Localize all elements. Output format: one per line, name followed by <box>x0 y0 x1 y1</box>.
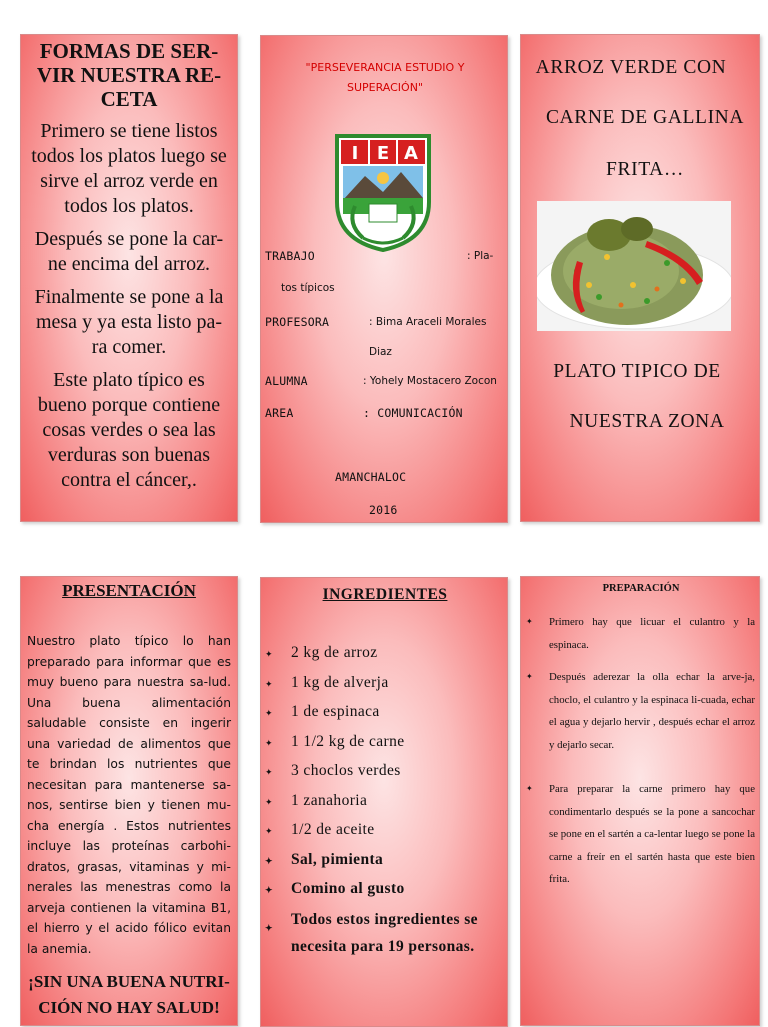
panel-preparacion <box>520 576 760 1026</box>
bullet-icon: ✦ <box>265 767 273 777</box>
bullet-icon: ✦ <box>265 708 273 718</box>
bullet-icon: ✦ <box>265 796 273 807</box>
motto-line-2: SUPERACIÓN" <box>346 81 424 94</box>
motto-line-1: "PERSEVERANCIA ESTUDIO Y <box>305 61 465 74</box>
list-item: ✦ 1 kg de alverja <box>265 673 389 691</box>
crest-letter-i: I <box>351 143 359 164</box>
crest-letter-e: E <box>376 143 390 164</box>
preparation-steps <box>521 611 760 901</box>
ingredient-list <box>261 644 508 960</box>
formas-paragraph-3: Finalmente se pone a la mesa y ya esta listo pa-ra comer. <box>34 286 224 358</box>
alumna-value: : Yohely Mostacero Zocon <box>363 375 497 387</box>
trabajo-label: TRABAJO <box>265 249 315 263</box>
list-item: ✦ 1/2 de aceite <box>265 821 375 838</box>
bullet-icon: ✦ <box>526 672 533 681</box>
list-item: ✦ 1 de espinaca <box>265 703 380 720</box>
list-item: ✦ 2 kg de arroz <box>265 644 378 661</box>
area-label: AREA <box>265 406 294 420</box>
bullet-icon: ✦ <box>265 737 273 748</box>
formas-paragraph-1: Primero se tiene listos todos los platos luego se sirve el arroz verde en todos los platos. <box>31 120 227 217</box>
bullet-icon: ✦ <box>265 826 273 836</box>
presentacion-footer: ¡SIN UNA BUENA NUTRI-CIÓN NO HAY SALUD! <box>28 972 230 1017</box>
formas-paragraph-4: Este plato típico es bueno porque contiene cosas verdes o sea las verduras son buenas contra el cáncer,. <box>37 369 221 491</box>
ingredientes-title: INGREDIENTES <box>322 586 448 603</box>
presentacion-title: PRESENTACIÓN <box>62 581 196 600</box>
bullet-icon: ✦ <box>526 784 533 793</box>
panel-presentacion <box>20 576 238 1026</box>
bullet-icon: ✦ <box>265 885 273 895</box>
list-item: ✦ Todos estos ingredientes se necesita para 19 personas. <box>265 910 478 955</box>
list-item: ✦ 1 1/2 kg de carne <box>265 732 405 750</box>
title-line-2: CARNE DE GALLINA <box>545 107 745 128</box>
alumna-label: ALUMNA <box>265 374 308 388</box>
list-item: ✦ Sal, pimienta <box>265 850 384 868</box>
preparacion-title: PREPARACIÓN <box>602 583 680 594</box>
trabajo-value-continued: tos típicos <box>281 282 335 294</box>
profesora-value: : Bima Araceli Morales <box>369 316 487 328</box>
school-crest-logo <box>333 132 433 252</box>
list-item: ✦ 3 choclos verdes <box>265 762 401 779</box>
profesora-value-continued: Diaz <box>369 346 392 358</box>
title-line-4: PLATO TIPICO DE <box>553 361 721 382</box>
list-item: ✦ Después aderezar la olla echar la arve-ja, choclo, el culantro y la espinaca li-cuada, echar el agua y dejarlo hervir , después echar el arroz y dejarlo secar. <box>521 666 760 756</box>
profesora-label: PROFESORA <box>265 315 330 329</box>
panel-title <box>520 34 760 522</box>
title-line-3: FRITA… <box>606 159 684 180</box>
crest-letter-a: A <box>404 143 418 164</box>
bullet-icon: ✦ <box>265 649 273 659</box>
title-line-5: NUESTRA ZONA <box>569 411 725 432</box>
panel-ingredientes <box>260 577 508 1027</box>
year: 2016 <box>369 503 398 517</box>
bullet-icon: ✦ <box>265 855 273 866</box>
list-item: ✦ 1 zanahoria <box>265 791 368 809</box>
place-name: AMANCHALOC <box>335 470 407 484</box>
formas-paragraph-2: Después se pone la car-ne encima del arroz. <box>34 228 224 275</box>
list-item: ✦ Primero hay que licuar el culantro y la espinaca. <box>521 611 760 656</box>
formas-title: FORMAS DE SER-VIR NUESTRA RE-CETA <box>36 39 222 111</box>
bullet-icon: ✦ <box>265 922 273 933</box>
panel-cover <box>260 35 508 523</box>
area-value: : COMUNICACIÓN <box>363 406 463 420</box>
list-item: ✦ Para preparar la carne primero hay que condimentarlo después se la pone a sancochar se pone en el sartén a ca-lentar luego se pone la carne a freír en el sartén hasta que este bien frita. <box>521 778 760 891</box>
presentacion-body: Nuestro plato típico lo han preparado para informar que es muy bueno para nuestra sa-lud. Una buena alimentación saludable consiste en ingerir una variedad de alimentos que te brindan los nutrientes que necesitan para mantenerse sa-nos, sentirse bien y tienen mu-cha energía . Estos nutrientes incluye las proteínas carbohi-dratos, grasas, vitaminas y mi-nerales las menestras como la arveja contienen la vitamina B1, el hierro y el acido fólico evitan la anemia. <box>27 634 231 956</box>
bullet-icon: ✦ <box>265 678 273 689</box>
school-motto <box>281 58 489 98</box>
panel-formas-de-servir <box>20 34 238 522</box>
list-item: ✦ Comino al gusto <box>265 880 405 897</box>
dish-photo <box>537 201 731 331</box>
title-line-1: ARROZ VERDE CON <box>535 57 727 78</box>
bullet-icon: ✦ <box>526 617 533 626</box>
trabajo-value: : Pla- <box>467 250 494 262</box>
